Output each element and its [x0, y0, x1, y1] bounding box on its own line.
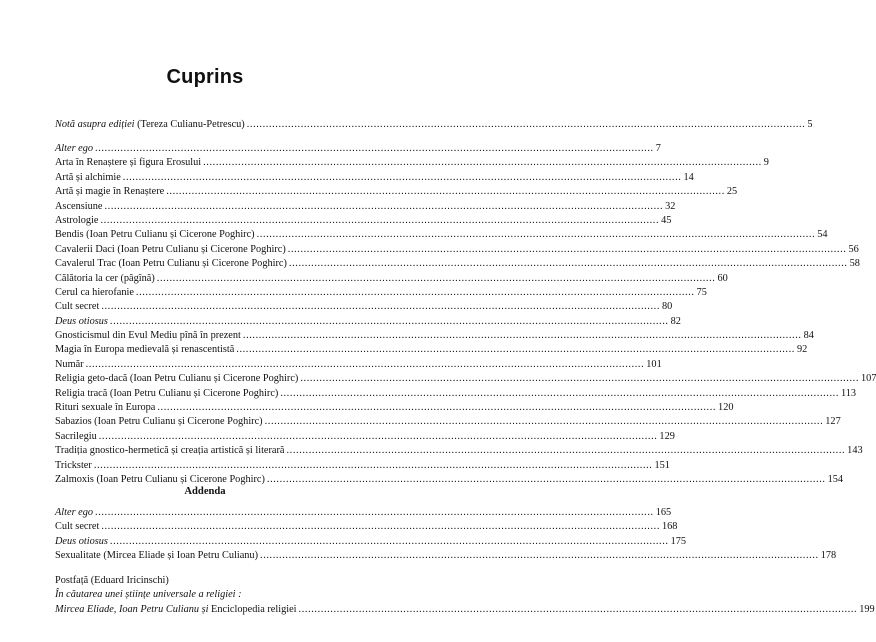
dot-leader: [123, 171, 682, 185]
toc-page-number: 5: [807, 119, 813, 130]
toc-entry-label: Arta în Renaștere și figura Erosului: [55, 157, 202, 169]
toc-entry-label: Cult secret: [55, 301, 100, 313]
toc-entry: [55, 535, 687, 549]
dot-leader: [86, 358, 645, 372]
toc-page-number: 127: [825, 416, 841, 428]
postfata-title: Postfață (Eduard Iricinschi): [55, 575, 169, 586]
toc-entry-label: Trickster: [55, 459, 92, 471]
toc-page-number: 45: [661, 214, 672, 226]
toc-page-number: 56: [848, 243, 859, 255]
toc-entry: [55, 549, 837, 563]
postfata-label-rest: Enciclopedia religiei: [208, 603, 297, 615]
toc-page-number: 14: [683, 171, 694, 183]
toc-page-number: 120: [718, 402, 734, 414]
toc-list: [55, 142, 876, 487]
toc-entry: [55, 214, 672, 228]
toc-page-number: 175: [670, 535, 687, 547]
toc-page-number: 84: [803, 330, 814, 342]
toc-page-number: 75: [696, 286, 707, 298]
toc-entry-label-rest: (Tereza Culianu-Petrescu): [134, 119, 245, 130]
toc-entry-label-italic: Notă asupra ediției: [55, 119, 135, 130]
toc-entry: [55, 171, 694, 185]
toc-entry: [55, 506, 672, 520]
toc-entry: [55, 387, 857, 401]
toc-entry: [55, 520, 678, 534]
dot-leader: [288, 243, 847, 257]
postfata-block: [55, 574, 875, 617]
dot-leader: [110, 315, 669, 329]
dot-leader: [99, 430, 658, 444]
dot-leader: [101, 300, 660, 314]
toc-page-number: 32: [665, 200, 676, 212]
dot-leader: [95, 506, 654, 520]
toc-entry-label: Artă și magie în Renaștere: [55, 186, 165, 198]
toc-page-number: 7: [655, 143, 661, 154]
toc-entry: [55, 156, 769, 170]
toc-entry: [55, 459, 670, 473]
toc-page-number: 168: [662, 521, 678, 533]
toc-entry: [55, 185, 738, 199]
toc-entry: [55, 430, 675, 444]
toc-entry-label: Cult secret: [55, 521, 100, 533]
toc-entry-label: Cavalerii Daci (Ioan Petru Culianu și Cicerone Poghirc): [55, 243, 286, 255]
dot-leader: [110, 535, 669, 549]
toc-entry-label: Alter ego: [55, 507, 94, 518]
dot-leader: [265, 415, 824, 429]
toc-page-number: 82: [670, 315, 681, 327]
toc-entry: [55, 243, 859, 257]
dot-leader: [136, 286, 695, 300]
postfata-label-italic: Mircea Eliade, Ioan Petru Culianu și: [55, 603, 209, 615]
dot-leader: [243, 329, 802, 343]
dot-leader: [300, 372, 859, 386]
postfata-entry: [55, 603, 875, 617]
toc-entry-label: [55, 118, 245, 132]
toc-entry-label: Deus otiosus: [55, 535, 108, 547]
dot-leader: [247, 118, 806, 132]
toc-page-number: 25: [726, 186, 738, 198]
toc-entry-label: Zalmoxis (Ioan Petru Culianu și Cicerone Poghirc): [55, 473, 265, 485]
toc-entry-label: Rituri sexuale în Europa: [55, 402, 156, 414]
toc-entry: [55, 372, 876, 386]
toc-entry-label: Cavalerul Trac (Ioan Petru Culianu și Cicerone Poghirc): [55, 258, 287, 270]
toc-page-number: 143: [847, 445, 863, 457]
toc-entry-label: Deus otiosus: [55, 315, 108, 327]
toc-entry: [55, 329, 814, 343]
postfata-subtitle: În căutarea unei științe universale a religiei :: [55, 589, 242, 601]
toc-entry-label: Astrologie: [55, 214, 99, 226]
toc-entry-label: Religia geto-dacă (Ioan Petru Culianu și Cicerone Poghirc): [55, 373, 299, 385]
toc-page-number: 54: [817, 229, 828, 241]
toc-entry: [55, 401, 734, 415]
toc-page-number: 129: [659, 430, 675, 442]
toc-entry-label: Gnosticismul din Evul Mediu pînă în prezent: [55, 330, 241, 342]
dot-leader: [94, 459, 653, 473]
toc-entry-label: Sabazios (Ioan Petru Culianu și Cicerone Poghirc): [55, 416, 263, 428]
toc-page-number: 199: [859, 603, 875, 615]
toc-page-number: 80: [662, 301, 673, 313]
toc-page-number: 60: [717, 272, 728, 284]
dot-leader: [95, 142, 654, 156]
toc-entry: [55, 286, 707, 300]
toc-entry-label: Număr: [55, 358, 84, 370]
toc-entry: [55, 228, 828, 242]
toc-page-number: 151: [654, 459, 670, 471]
toc-page-number: 92: [796, 344, 808, 356]
dot-leader: [104, 200, 663, 214]
toc-entry: [55, 444, 863, 458]
page-title: Cuprins: [166, 66, 244, 88]
toc-page-number: 9: [763, 157, 769, 169]
dot-leader: [299, 603, 858, 617]
dot-leader: [101, 520, 660, 534]
dot-leader: [260, 549, 819, 563]
toc-entry-label: Religia tracă (Ioan Petru Culianu și Cicerone Poghirc): [55, 387, 279, 399]
toc-entry-label: Sexualitate (Mircea Eliade și Ioan Petru Culianu): [55, 550, 259, 562]
dot-leader: [280, 387, 839, 401]
toc-page-number: 107: [861, 373, 876, 385]
toc-page-number: 113: [841, 387, 857, 399]
dot-leader: [287, 444, 846, 458]
toc-page-number: 101: [646, 358, 662, 370]
toc-entry: [55, 142, 661, 156]
dot-leader: [236, 343, 795, 357]
dot-leader: [100, 214, 659, 228]
toc-entry-label: Ascensiune: [55, 200, 103, 212]
toc-entry-label: Artă și alchimie: [55, 171, 121, 183]
dot-leader: [166, 185, 725, 199]
toc-first: [55, 118, 813, 132]
toc-entry-label: Bendis (Ioan Petru Culianu și Cicerone Poghirc): [55, 229, 255, 241]
toc-entry-label: Cerul ca hierofanie: [55, 286, 134, 298]
toc-entry: [55, 315, 681, 329]
toc-page-number: 154: [827, 473, 844, 485]
toc-page-number: 165: [655, 507, 672, 518]
toc-entry: [55, 200, 676, 214]
toc-page-number: 178: [820, 550, 837, 562]
dot-leader: [257, 228, 816, 242]
dot-leader: [203, 156, 762, 170]
toc-entry: [55, 358, 662, 372]
dot-leader: [157, 272, 716, 286]
toc-entry-label: Alter ego: [55, 143, 94, 154]
toc-entry-label: Sacrilegiu: [55, 430, 97, 442]
addenda-list: [55, 506, 837, 564]
toc-entry: [55, 343, 808, 357]
toc-entry: [55, 257, 860, 271]
addenda-title: Addenda: [184, 486, 226, 497]
toc-entry: [55, 272, 728, 286]
toc-page-number: 58: [849, 258, 860, 270]
toc-entry: [55, 415, 841, 429]
dot-leader: [289, 257, 848, 271]
postfata-entry-label: [55, 603, 297, 617]
toc-entry-label: Călătoria la cer (pâgînă): [55, 272, 155, 284]
toc-entry: [55, 118, 813, 132]
toc-entry: [55, 300, 673, 314]
toc-entry-label: Tradiția gnostico-hermetică și creația artistică și literară: [55, 445, 285, 457]
toc-entry-label: Magia în Europa medievală și renascentistă: [55, 344, 235, 356]
dot-leader: [157, 401, 716, 415]
